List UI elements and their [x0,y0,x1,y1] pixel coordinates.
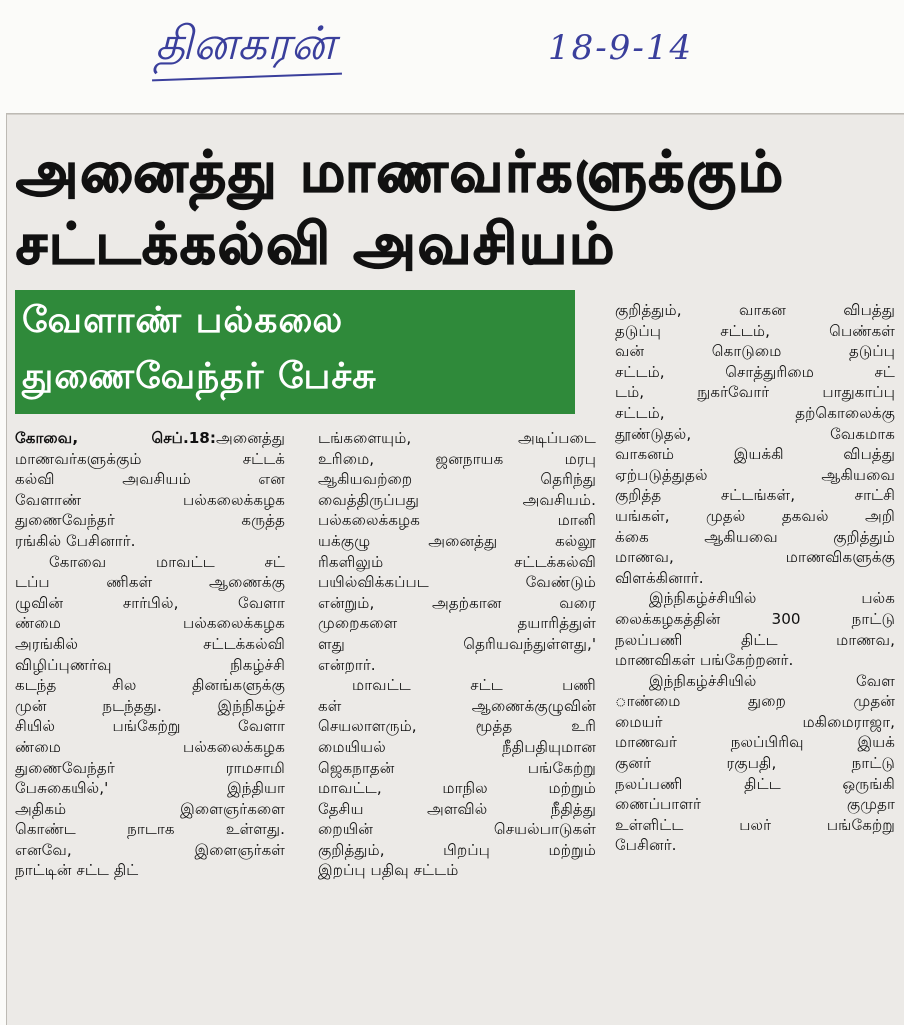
article-line: வேளாண் பல்கலைக்கழக [15,490,285,509]
dateline: கோவை, செப்.18: [15,429,216,447]
article-line: க்கை ஆகியவை குறித்தும் [615,527,895,546]
article-line: சட்டம், தற்கொலைக்கு [615,403,895,422]
article-line: சட்டம், சொத்துரிமை சட் [615,362,895,381]
article-line: எனவே, இளைஞர்கள் [15,840,285,859]
article-line: விழிப்புணர்வு நிகழ்ச்சி [15,655,285,674]
article-line: நலப்பணி திட்ட ஒருங்கி [615,774,895,793]
article-line: வாகனம் இயக்கி விபத்து [615,445,895,464]
article-line: றையின் செயல்பாடுகள் [318,820,596,839]
article-line: மாணவர்களுக்கும் சட்டக் [15,449,285,468]
article-line: ாண்மை துறை முதன் [615,692,895,711]
handwritten-date: 18-9-14 [548,28,694,68]
article-line: குறித்தும், பிறப்பு மற்றும் [318,840,596,859]
article-line: பல்கலைக்கழக மானி [318,511,596,530]
article-line: மையர் மகிமைராஜா, [615,712,895,731]
article-line: தூண்டுதல், வேகமாக [615,424,895,443]
article-line: தேசிய அளவில் நீதித்து [318,799,596,818]
article-line: குனர் ரகுபதி, நாட்டு [615,754,895,773]
article-line: மாவட்ட சட்ட பணி [352,676,596,695]
article-line: இறப்பு பதிவு சட்டம் [318,861,459,880]
article-column-3 [615,300,895,856]
article-line: மாணவிகள் பங்கேற்றனர். [615,651,794,670]
article-line: உள்ளிட்ட பலர் பங்கேற்று [615,815,895,834]
article-line: மாணவர் நலப்பிரிவு இயக் [615,733,895,752]
article-line: என்றார். [318,655,376,674]
subheadline-line-1: வேளாண் பல்கலை [22,300,344,341]
article-line: ண்மை பல்கலைக்கழக [15,614,285,633]
article-line: துணைவேந்தர் ராமசாமி [15,758,285,777]
article-line: கொண்ட நாடாக உள்ளது. [15,820,285,839]
article-line: முறைகளை தயாரித்துள் [318,614,596,633]
article-line: அரங்கில் சட்டக்கல்வி [15,634,285,653]
article-line: லைக்கழகத்தின் 300 நாட்டு [615,609,895,628]
article-line: என்றும், அதற்கான வரை [318,593,596,612]
article-line: ணைப்பாளர் குமுதா [615,795,895,814]
article-column-1 [15,428,285,881]
headline-line-1: அனைத்து மாணவர்களுக்கும் [16,140,785,205]
article-line: குறித்தும், வாகன விபத்து [615,301,895,319]
article-line: ழுவின் சார்பில், வேளா [15,593,285,612]
article-line: மாணவ, மாணவிகளுக்கு [615,548,895,567]
article-line: நாட்டின் சட்ட திட் [15,861,139,880]
article-line: வன் கொடுமை தடுப்பு [615,342,895,361]
article-line: ஏற்படுத்துதல் ஆகியவை [615,465,895,484]
article-line: வைத்திருப்பது அவசியம். [318,490,596,509]
article-column-2 [318,428,596,881]
article-line: ளது தெரியவந்துள்ளது,' [318,634,596,653]
article-line: யக்குழு அனைத்து கல்லூ [318,531,596,550]
article-line: அதிகம் இளைஞர்களை [15,799,285,818]
article-line: கோவை மாவட்ட சட் [49,552,285,571]
article-line: ரங்கில் பேசினார். [15,531,136,550]
handwritten-publication-name: தினகரன் [155,16,336,70]
article-line: கோவை, செப்.18:அனைத்து [15,429,285,447]
article-line: கள் ஆணைக்குழுவின் [318,696,596,715]
article-line: பேசுகையில்,' இந்தியா [15,779,285,798]
headline-line-2: சட்டக்கல்வி அவசியம் [16,212,617,277]
article-line: நலப்பணி திட்ட மாணவ, [615,630,895,649]
article-line: யங்கள், முதல் தகவல் அறி [615,506,895,525]
article-line: டம், நுகர்வோர் பாதுகாப்பு [615,383,895,402]
article-line: விளக்கினார். [615,568,704,587]
article-line: துணைவேந்தர் கருத்த [15,511,285,530]
article-line: மையியல் நீதிபதியுமான [318,737,596,756]
article-line: இந்நிகழ்ச்சியில் பல்க [649,589,895,608]
article-line: முன் நடந்தது. இந்நிகழ்ச் [15,696,285,715]
article-line: உரிமை, ஜனநாயக மரபு [318,449,596,468]
article-line: இந்நிகழ்ச்சியில் வேள [649,671,895,690]
subheadline-line-2: துணைவேந்தர் பேச்சு [22,356,377,397]
article-line: பயில்விக்கப்பட வேண்டும் [318,573,596,592]
article-line: ரிகளிலும் சட்டக்கல்வி [318,552,596,571]
article-line: மாவட்ட, மாநில மற்றும் [318,779,596,798]
article-line: பேசினர். [615,836,677,855]
article-line: குறித்த சட்டங்கள், சாட்சி [615,486,895,505]
article-line: தடுப்பு சட்டம், பெண்கள் [615,321,895,340]
article-line: சியில் பங்கேற்று வேளா [15,717,285,736]
article-line: டப்ப ணிகள் ஆணைக்கு [15,573,285,592]
article-line: செயலாளரும், மூத்த உரி [318,717,596,736]
article-line: டங்களையும், அடிப்படை [318,429,596,447]
article-line: ண்மை பல்கலைக்கழக [15,737,285,756]
article-line: கல்வி அவசியம் என [15,470,285,489]
article-line: கடந்த சில தினங்களுக்கு [15,676,285,695]
article-line: ஜெகநாதன் பங்கேற்று [318,758,596,777]
article-line: ஆகியவற்றை தெரிந்து [318,470,596,489]
